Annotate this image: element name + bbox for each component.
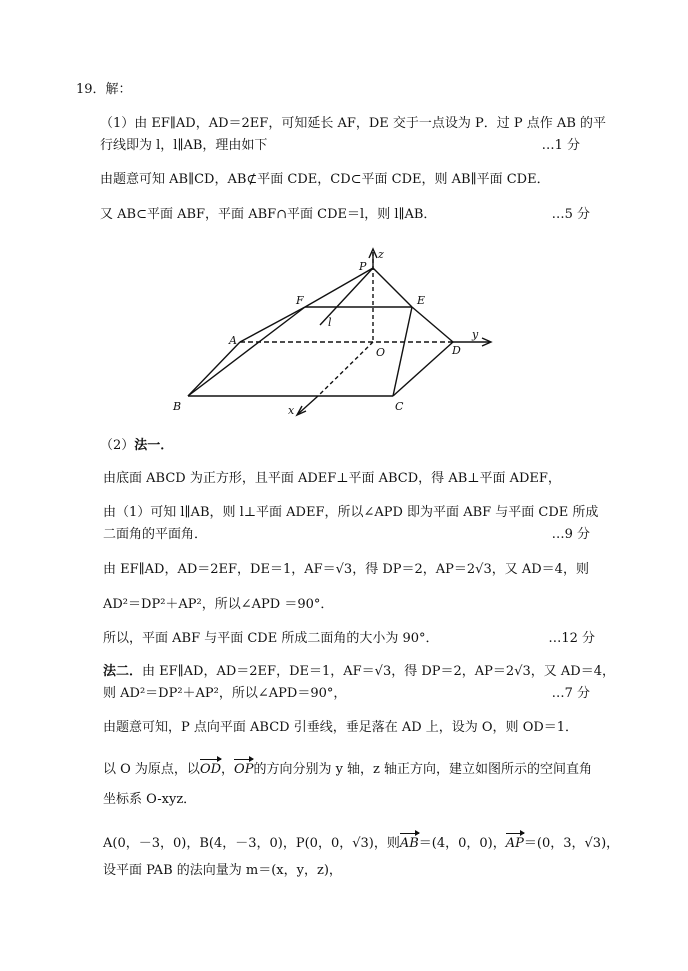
- label-E: E: [417, 294, 426, 307]
- method2-line6-b: ＝(4，0，0)，: [418, 836, 506, 851]
- part1-line2-text: 行线即为 l，l∥AB，理由如下: [100, 138, 268, 153]
- label-x: x: [288, 404, 295, 417]
- method2-line4-b: ，: [221, 762, 235, 777]
- vector-OD: OD: [199, 762, 222, 777]
- geometry-figure: [0, 0, 688, 430]
- method2-line1-text: 由 EF∥AD，AD＝2EF，DE＝1，AF＝√3，得 DP＝2，AP＝2√3，又 AD＝4，: [142, 664, 615, 679]
- label-C: C: [395, 400, 404, 413]
- method2-line1: [103, 664, 615, 680]
- part2-number: （2）: [100, 438, 135, 453]
- method1-label: 法一．: [134, 438, 174, 453]
- method1-line6: [103, 631, 595, 647]
- label-F: F: [296, 294, 304, 307]
- label-A: A: [229, 334, 237, 347]
- method2-line7: 设平面 PAB 的法向量为 m＝(x，y，z)，: [103, 863, 342, 878]
- method1-line2: 由（1）可知 l∥AB，则 l⊥平面 ADEF，所以∠APD 即为平面 ABF 与平面 CDE 所成: [103, 505, 599, 520]
- method1-line4: 由 EF∥AD，AD＝2EF，DE＝1，AF＝√3，得 DP＝2，AP＝2√3，又 AD＝4，则: [103, 562, 589, 577]
- method2-line4-c: 的方向分别为 y 轴，z 轴正方向，建立如图所示的空间直角: [253, 762, 593, 777]
- vector-AP: AP: [505, 836, 524, 851]
- score-9: …9 分: [551, 527, 590, 542]
- label-y: y: [472, 328, 479, 341]
- label-z: z: [378, 248, 384, 261]
- method2-line4: [103, 762, 592, 778]
- part1-line4-text: 又 AB⊂平面 ABF，平面 ABF∩平面 CDE＝l，则 l∥AB．: [100, 207, 437, 222]
- method2-line3: 由题意可知，P 点向平面 ABCD 引垂线，垂足落在 AD 上，设为 O，则 OD＝1．: [103, 720, 579, 735]
- score-1: …1 分: [541, 138, 580, 153]
- method1-line6-text: 所以，平面 ABF 与平面 CDE 所成二面角的大小为 90°．: [103, 631, 439, 646]
- method2-line6-a: A(0，－3，0)，B(4，－3，0)，P(0，0，√3)，则: [103, 836, 400, 851]
- label-P: P: [359, 260, 367, 273]
- score-5: …5 分: [551, 207, 590, 222]
- method2-label: 法二．: [103, 664, 143, 679]
- label-B: B: [173, 400, 182, 413]
- method2-line6: [103, 836, 619, 852]
- method2-line4-a: 以 O 为原点，以: [103, 762, 200, 777]
- part2-heading: [100, 438, 173, 454]
- method2-line2: [103, 686, 590, 702]
- method1-line3-text: 二面角的平面角．: [103, 527, 208, 542]
- method2-line2-text: 则 AD²＝DP²＋AP²，所以∠APD＝90°，: [103, 686, 347, 701]
- label-l: l: [328, 316, 332, 329]
- part1-line3: 由题意可知 AB∥CD，AB⊄平面 CDE，CD⊂平面 CDE，则 AB∥平面 CDE．: [100, 172, 550, 187]
- vector-AB: AB: [399, 836, 419, 851]
- method1-line3: [103, 527, 590, 543]
- part1-line1: （1）由 EF∥AD，AD＝2EF，可知延长 AF，DE 交于一点设为 P．过 P 点作 AB 的平: [100, 116, 607, 131]
- method2-line5: 坐标系 O-xyz．: [103, 792, 197, 807]
- method2-line6-c: ＝(0，3，√3)，: [523, 836, 620, 851]
- vector-OP: OP: [234, 762, 254, 777]
- label-D: D: [452, 344, 461, 357]
- method1-line5: AD²＝DP²＋AP²，所以∠APD ＝90°．: [103, 597, 334, 612]
- score-7: …7 分: [551, 686, 590, 701]
- score-12: …12 分: [548, 631, 595, 646]
- problem-number: 19．解：: [76, 82, 132, 97]
- label-O: O: [376, 346, 386, 359]
- method1-line1: 由底面 ABCD 为正方形，且平面 ADEF⊥平面 ABCD，得 AB⊥平面 ADEF，: [103, 471, 561, 486]
